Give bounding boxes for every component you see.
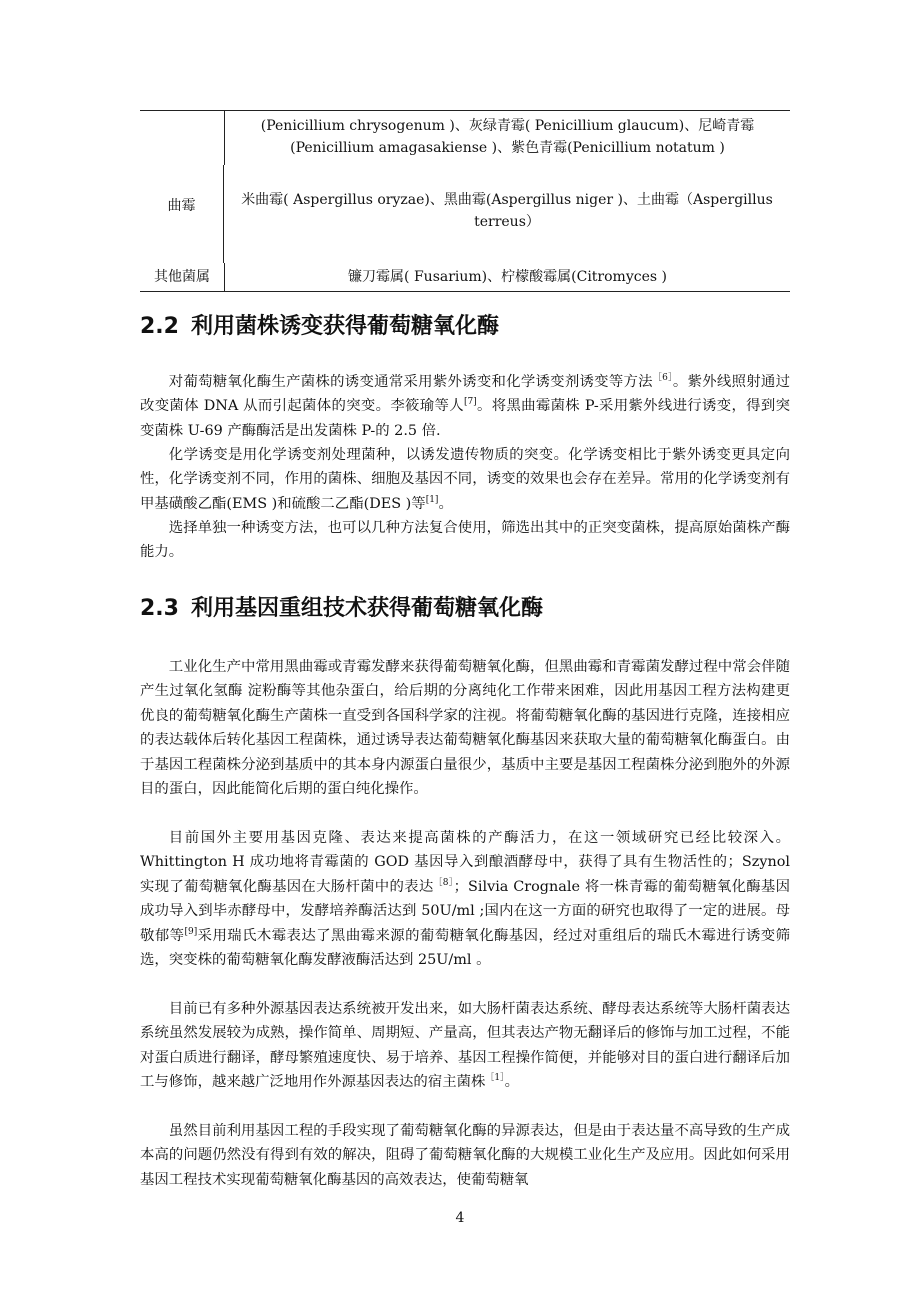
paragraph: 选择单独一种诱变方法，也可以几种方法复合使用，筛选出其中的正突变菌株，提高原始菌株产酶能力。: [140, 520, 790, 561]
citation: ［8］: [433, 878, 454, 889]
table-desc-cell: 米曲霉( Aspergillus oryzae)、黑曲霉(Aspergillus niger )、土曲霉（Aspergillus terreus）: [241, 192, 773, 230]
citation: ［6］: [652, 373, 673, 384]
table-category-cell: [140, 111, 225, 165]
section-title: 利用菌株诱变获得葡萄糖氧化酶: [190, 314, 499, 339]
paragraph: 对葡萄糖氧化酶生产菌株的诱变通常采用紫外诱变和化学诱变剂诱变等方法$^{[6]}$。紫外线照射通过改变菌体 DNA 从而引起菌体的突变。李筱瑜等人[7]。将黑曲霉菌株 P-采用紫外线进行诱变，得到突变菌株 U-69 产酶酶活是出发菌株 P-的 2.5 倍.: [140, 373, 790, 439]
paragraph: 虽然目前利用基因工程的手段实现了葡萄糖氧化酶的异源表达，但是由于表达量不高导致的生产成本高的问题仍然没有得到有效的解决，阻碍了葡萄糖氧化酶的大规模工业化生产及应用。因此如何采用基因工程技术实现葡萄糖氧化酶基因的高效表达，使葡萄糖氧: [140, 1123, 790, 1188]
section-heading-2-2: [140, 312, 790, 342]
paragraph: 化学诱变是用化学诱变剂处理菌种，以诱发遗传物质的突变。化学诱变相比于紫外诱变更具定向性，化学诱变剂不同，作用的菌株、细胞及基因不同，诱变的效果也会存在差异。常用的化学诱变剂有甲基磺酸乙酯(EMS )和硫酸二乙酯(DES )等[1]。: [140, 447, 790, 512]
table-desc-cell: 镰刀霉属( Fusarium)、柠檬酸霉属(Citromyces ): [348, 269, 667, 285]
citation: [9]: [184, 926, 198, 937]
paragraph: 目前国外主要用基因克隆、表达来提高菌株的产酶活力，在这一领域研究已经比较深入。Whittington H 成功地将青霉菌的 GOD 基因导入到酿酒酵母中，获得了具有生物活性的；Szynol 实现了葡萄糖氧化酶基因在大肠杆菌中的表达$^{[8]}$；Silvia Crognale 将一株青霉的葡萄糖氧化酶基因成功导入到毕赤酵母中，发酵培养酶活达到 50U/ml ;国内在这一方面的研究也取得了一定的进展。母敬郁等[9]采用瑞氏木霉表达了黑曲霉来源的葡萄糖氧化酶基因，经过对重组后的瑞氏木霉进行诱变筛选，突变株的葡萄糖氧化酶发酵液酶活达到 25U/ml 。: [140, 830, 790, 969]
citation: ［1］: [485, 1073, 505, 1084]
section-title: 利用基因重组技术获得葡萄糖氧化酶: [190, 596, 543, 621]
citation: [1]: [425, 495, 439, 506]
section-heading-2-3: [140, 594, 790, 624]
citation: [7]: [463, 397, 477, 408]
section-number: 2.3: [140, 596, 179, 621]
mold-species-table: [140, 110, 790, 292]
table-row: [140, 111, 790, 165]
table-category-cell: 曲霉: [140, 165, 224, 263]
page-number: 4: [455, 1210, 465, 1226]
table-row: [140, 165, 790, 263]
table-row: [140, 263, 790, 291]
section-number: 2.2: [140, 314, 179, 339]
paragraph: 目前已有多种外源基因表达系统被开发出来，如大肠杆菌表达系统、酵母表达系统等大肠杆菌表达系统虽然发展较为成熟，操作简单、周期短、产量高，但其表达产物无翻译后的修饰与加工过程，不能对蛋白质进行翻译，酵母繁殖速度快、易于培养、基因工程操作简便，并能够对目的蛋白进行翻译后加工与修饰，越来越广泛地用作外源基因表达的宿主菌株$^{[1]}$。: [140, 1001, 790, 1091]
table-desc-cell: (Penicillium chrysogenum )、灰绿青霉( Penicillium glaucum)、尼崎青霉(Penicillium amagasakiense )、紫色青霉(Penicillium notatum ): [260, 118, 755, 156]
paragraph: 工业化生产中常用黑曲霉或青霉发酵来获得葡萄糖氧化酶，但黑曲霉和青霉菌发酵过程中常会伴随产生过氧化氢酶 淀粉酶等其他杂蛋白，给后期的分离纯化工作带来困难，因此用基因工程方法构建更优良的葡萄糖氧化酶生产菌株一直受到各国科学家的注视。将葡萄糖氧化酶的基因进行克隆，连接相应的表达载体后转化基因工程菌株，通过诱导表达葡萄糖氧化酶基因来获取大量的葡萄糖氧化酶蛋白。由于基因工程菌株分泌到基质中的其本身内源蛋白量很少，基质中主要是基因工程菌株分泌到胞外的外源目的蛋白，因此能简化后期的蛋白纯化操作。: [140, 659, 790, 798]
table-category-cell: 其他菌属: [140, 263, 225, 291]
